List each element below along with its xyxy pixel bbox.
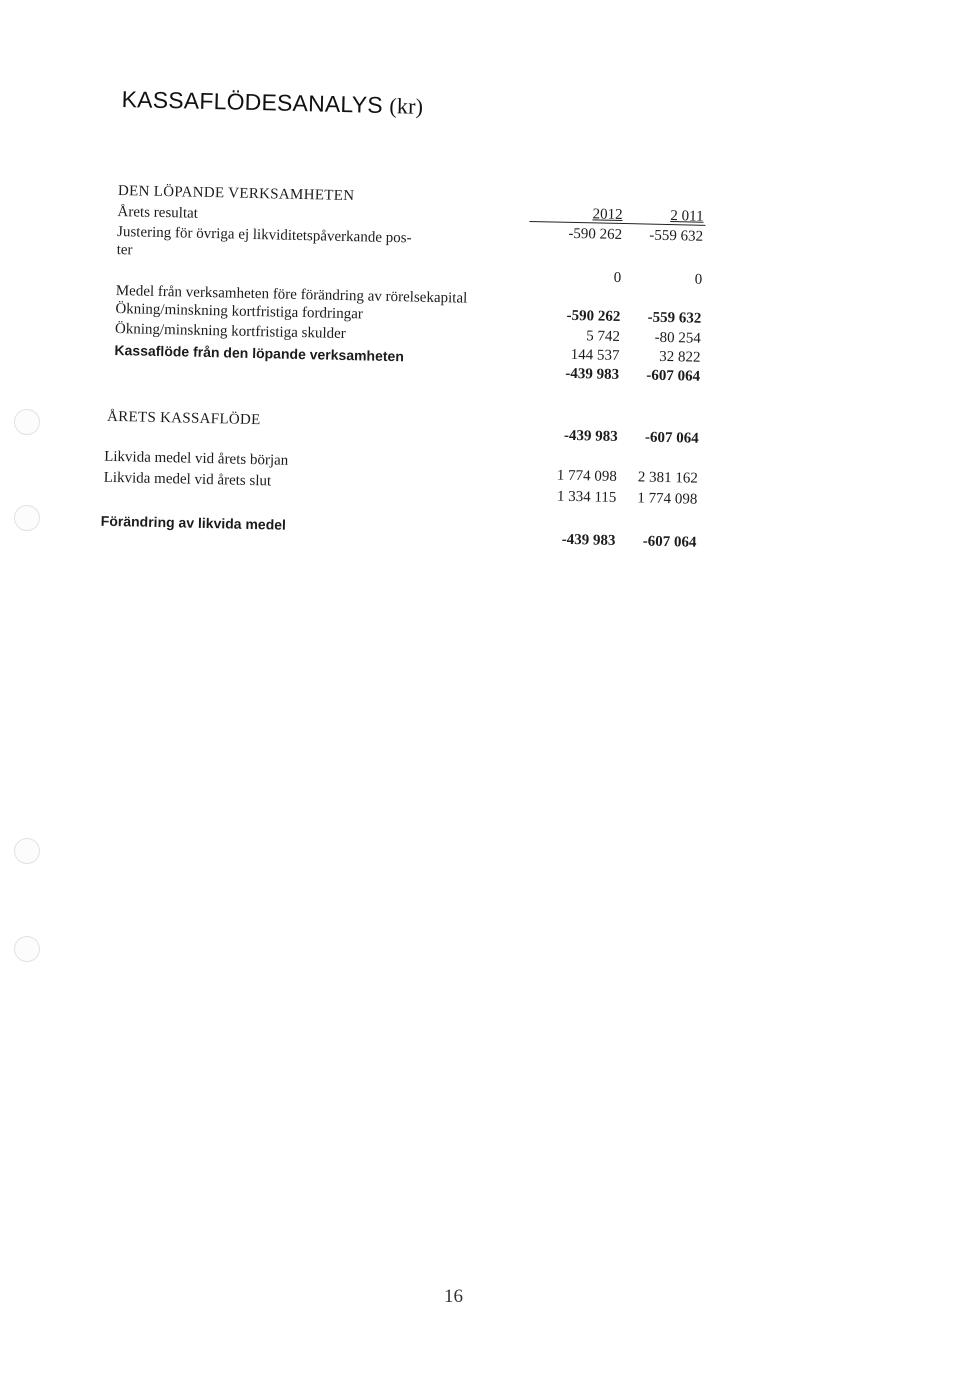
value-forandring-2012: -439 983 [561, 531, 616, 549]
value-forandring-2011: -607 064 [642, 533, 697, 551]
column-header-year-1: 2012 [592, 206, 623, 224]
value-kassaflode-lopande-2012: -439 983 [565, 365, 620, 383]
value-fordringar-2011: -80 254 [654, 329, 702, 347]
value-likvida-borjan-2012: 1 774 098 [556, 467, 618, 485]
value-arets-resultat-2012: -590 262 [568, 225, 623, 244]
value-skulder-2012: 144 537 [570, 346, 620, 364]
column-header-year-2: 2 011 [670, 208, 704, 225]
value-medel-2011: -559 632 [647, 309, 702, 327]
row-label-justering: Justering för övriga ej likviditetspåverkande pos- [116, 223, 412, 247]
row-label-justering-cont: ter [116, 241, 133, 259]
row-label-skulder: Ökning/minskning kortfristiga skulder [114, 320, 346, 343]
row-label-likvida-borjan: Likvida medel vid årets början [104, 448, 289, 469]
page-number: 16 [444, 1286, 463, 1307]
value-kassaflode-lopande-2011: -607 064 [646, 367, 701, 385]
value-arets-kassaflode-2012: -439 983 [563, 427, 618, 445]
row-label-fordringar: Ökning/minskning kortfristiga fordringar [115, 300, 363, 323]
value-likvida-borjan-2011: 2 381 162 [637, 469, 699, 487]
row-label-likvida-slut: Likvida medel vid årets slut [103, 469, 272, 490]
value-arets-resultat-2011: -559 632 [649, 227, 704, 245]
value-justering-2012: 0 [613, 269, 622, 286]
section-heading-operating: DEN LÖPANDE VERKSAMHETEN [117, 183, 355, 205]
row-label-medel-fran-verksamheten: Medel från verksamheten före förändring av rörelsekapital [115, 282, 468, 307]
value-likvida-slut-2011: 1 774 098 [637, 490, 698, 508]
value-medel-2012: -590 262 [566, 307, 621, 325]
title-main: KASSAFLÖDESANALYS [121, 86, 384, 118]
row-label-kassaflode-lopande: Kassaflöde från den löpande verksamheten [114, 341, 405, 365]
title-unit: (kr) [389, 93, 424, 119]
value-justering-2011: 0 [694, 271, 703, 288]
section-heading-arets-kassaflode: ÅRETS KASSAFLÖDE [106, 408, 261, 429]
row-label-forandring-likvida: Förändring av likvida medel [100, 512, 287, 533]
value-arets-kassaflode-2011: -607 064 [644, 429, 699, 447]
value-skulder-2011: 32 822 [659, 348, 701, 366]
row-label-arets-resultat: Årets resultat [117, 203, 199, 222]
value-fordringar-2012: 5 742 [585, 328, 621, 345]
value-likvida-slut-2012: 1 334 115 [556, 488, 617, 506]
